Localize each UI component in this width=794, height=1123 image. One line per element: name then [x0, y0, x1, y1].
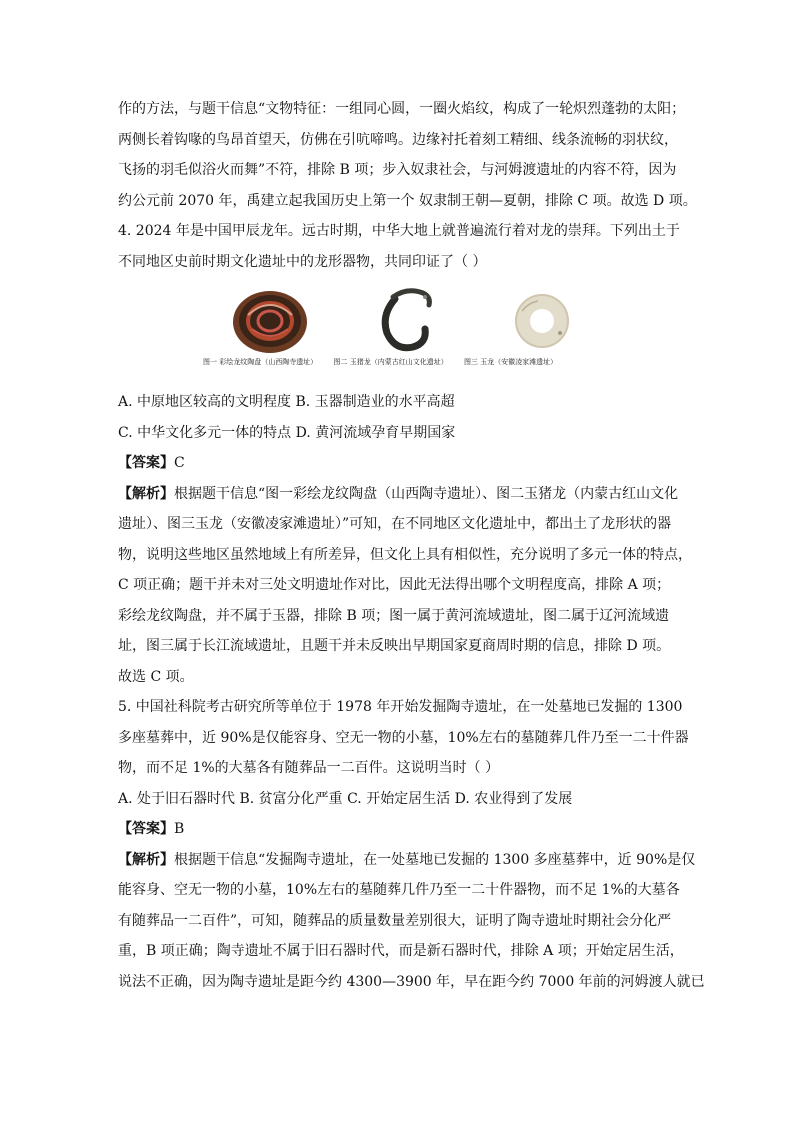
analysis-line: 彩绘龙纹陶盘，并不属于玉器，排除 B 项；图一属于黄河流域遗址，图二属于辽河流域遗 [118, 607, 670, 624]
figure-1-caption: 图一 彩绘龙纹陶盘（山西陶寺遗址） [203, 358, 318, 366]
figure-captions [203, 357, 571, 367]
question-4-answer [118, 448, 678, 479]
document-page [118, 94, 705, 997]
analysis-label: 【解析】 [118, 851, 174, 868]
question-5-stem: 物，而不足 1%的大墓各有随葬品一二百件。这说明当时（ ） [118, 760, 500, 776]
question-4-options-cd: C. 中华文化多元一体的特点 D. 黄河流域孕育早期国家 [118, 424, 456, 441]
answer-value: B [174, 821, 185, 837]
question-4-figures [118, 285, 678, 381]
painted-dragon-plate-image [230, 285, 310, 355]
analysis-text: 根据题干信息“发掘陶寺遗址，在一处墓地已发掘的 1300 多座墓葬中，近 90%是仅 [174, 851, 696, 868]
analysis-line: 有随葬品一二百件”，可知，随葬品的质量数量差别很大，证明了陶寺遗址时期社会分化严 [118, 912, 672, 929]
question-5-stem: 多座墓葬中，近 90%是仅能容身、空无一物的小墓，10%左右的墓随葬几件乃至一二十件器 [118, 729, 689, 746]
answer-value: C [174, 455, 185, 471]
jade-dragon-ring-image [508, 285, 578, 355]
analysis-line: 遗址）、图三玉龙（安徽凌家滩遗址）”可知，在不同地区文化遗址中，都出土了龙形状的器 [118, 516, 672, 532]
analysis-line: 址，图三属于长江流域遗址，且题干并未反映出早期国家夏商周时期的信息，排除 D 项。 [118, 638, 671, 654]
question-5-analysis [118, 845, 696, 876]
jade-pig-dragon-image [373, 285, 443, 355]
figure-2-caption: 图二 玉猪龙（内蒙古红山文化遗址） [333, 358, 448, 366]
analysis-line: 能容身、空无一物的小墓，10%左右的墓随葬几件乃至一二十件器物，而不足 1%的大墓各 [118, 882, 680, 898]
question-5-stem: 5. 中国社科院考古研究所等单位于 1978 年开始发掘陶寺遗址，在一处墓地已发掘的 1300 [118, 699, 683, 715]
analysis-text: 根据题干信息“图一彩绘龙纹陶盘（山西陶寺遗址）、图二玉猪龙（内蒙古红山文化 [174, 485, 679, 502]
answer-label: 【答案】 [118, 821, 174, 837]
text-line: 两侧长着钩喙的鸟昂首望天，仿佛在引吭啼鸣。边缘衬托着刻工精细、线条流畅的羽状纹， [118, 131, 678, 148]
question-4-stem: 不同地区史前时期文化遗址中的龙形器物，共同印证了（ ） [118, 253, 487, 270]
question-4-stem: 4. 2024 年是中国甲辰龙年。远古时期，中华大地上就普遍流行着对龙的崇拜。下列出土于 [118, 223, 680, 239]
question-5-options: A. 处于旧石器时代 B. 贫富分化严重 C. 开始定居生活 D. 农业得到了发展 [118, 790, 573, 807]
analysis-line: 重，B 项正确；陶寺遗址不属于旧石器时代，而是新石器时代，排除 A 项；开始定居生活， [118, 943, 684, 959]
text-line: 飞扬的羽毛似浴火而舞”不符，排除 B 项；步入奴隶社会，与河姆渡遗址的内容不符，因为 [118, 162, 677, 178]
question-5-answer [118, 814, 678, 845]
analysis-line: 说法不正确，因为陶寺遗址是距今约 4300—3900 年，早在距今约 7000 年前的河姆渡人就已 [118, 973, 705, 990]
analysis-line: C 项正确；题干并未对三处文明遗址作对比，因此无法得出哪个文明程度高，排除 A 项； [118, 577, 671, 593]
answer-label: 【答案】 [118, 455, 174, 471]
question-4-analysis [118, 479, 678, 510]
text-line: 作的方法，与题干信息“文物特征：一组同心圆，一圈火焰纹，构成了一轮炽烈蓬勃的太阳； [118, 101, 686, 117]
figure-3-caption: 图三 玉龙（安徽凌家滩遗址） [463, 358, 558, 366]
analysis-line: 故选 C 项。 [118, 668, 194, 685]
question-4-options-ab: A. 中原地区较高的文明程度 B. 玉器制造业的水平高超 [118, 394, 455, 410]
analysis-line: 物，说明这些地区虽然地域上有所差异，但文化上具有相似性，充分说明了多元一体的特点， [118, 546, 692, 563]
text-line: 约公元前 2070 年，禹建立起我国历史上第一个 奴隶制王朝—夏朝，排除 C 项。故选 D 项。 [118, 192, 697, 209]
analysis-label: 【解析】 [118, 485, 174, 502]
